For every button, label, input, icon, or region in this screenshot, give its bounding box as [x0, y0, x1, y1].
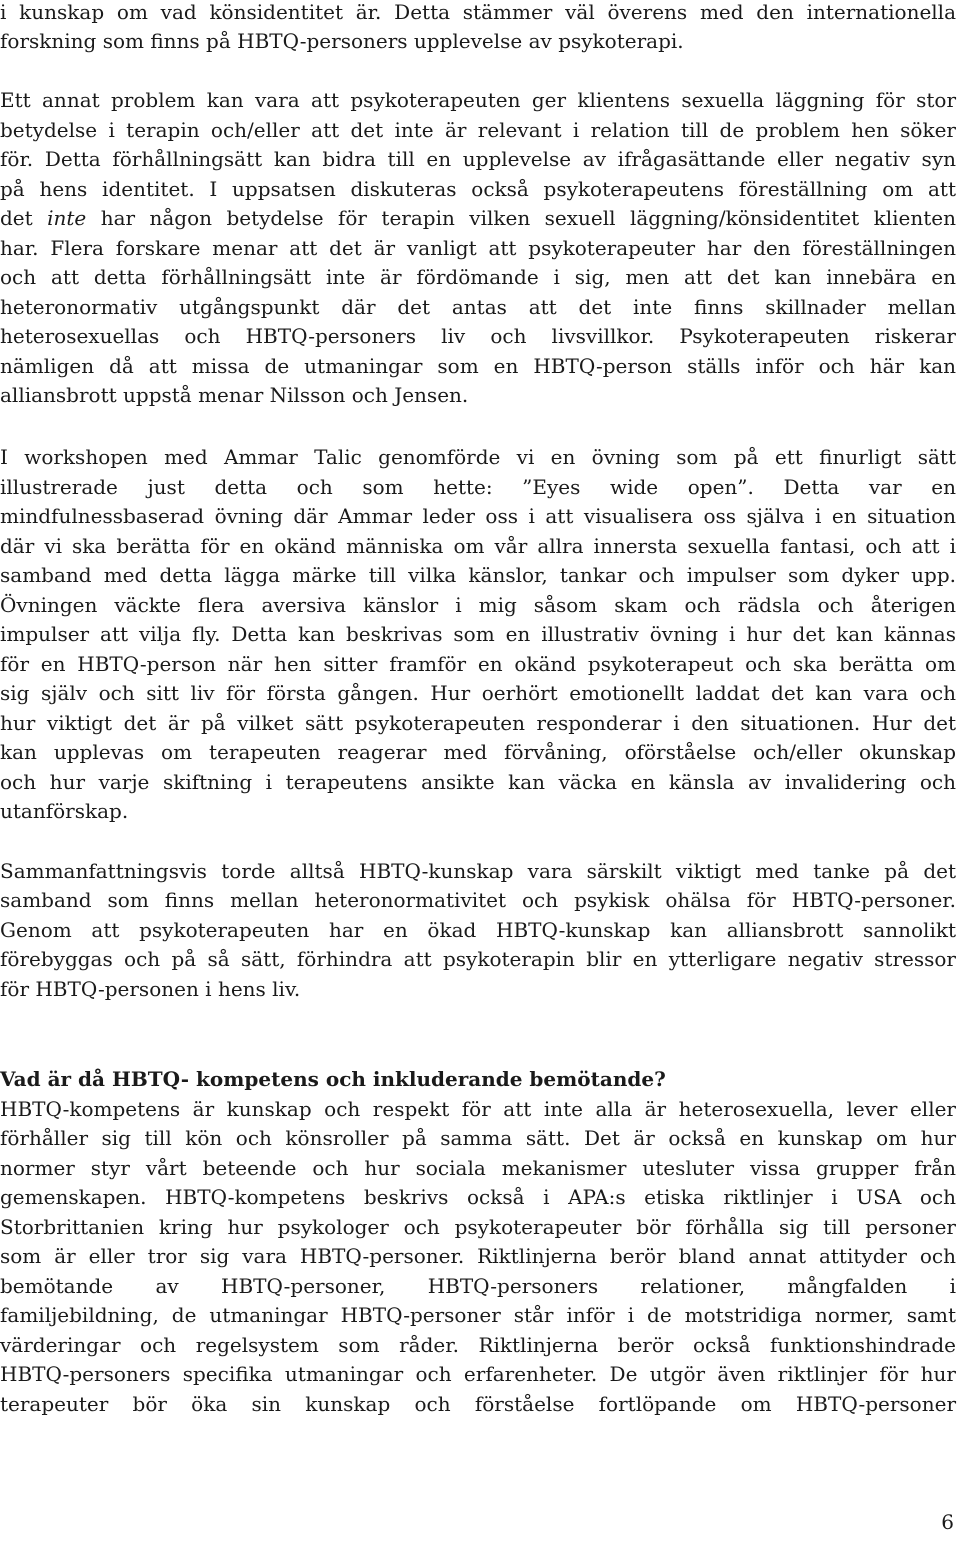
paragraph-line: terapeuter bör öka sin kunskap och förståelse fortlöpande om HBTQ-personer [0, 1392, 956, 1416]
paragraph-line: normer styr vårt beteende och hur sociala mekanismer utesluter vissa grupper från [0, 1156, 956, 1180]
paragraph-line: samband med detta lägga märke till vilka känslor, tankar och impulser som dyker upp. [0, 563, 956, 587]
paragraph-line: för HBTQ-personen i hens liv. [0, 977, 301, 1001]
paragraph-line: kan upplevas om terapeuten reagerar med förvåning, oförståelse och/eller okunskap [0, 740, 956, 764]
paragraph-line: sig själv och sitt liv för första gången. Hur oerhört emotionellt laddat det kan vara och [0, 681, 956, 705]
paragraph-line: där vi ska berätta för en okänd människa om vår allra innersta sexuella fantasi, och att i [0, 534, 956, 558]
paragraph-line: samband som finns mellan heteronormativitet och psykisk ohälsa för HBTQ-personer. [0, 888, 956, 912]
paragraph-line: Sammanfattningsvis torde alltså HBTQ-kunskap vara särskilt viktigt med tanke på det [0, 859, 956, 883]
paragraph-line: HBTQ-personers specifika utmaningar och erfarenheter. De utgör även riktlinjer för hur [0, 1362, 956, 1386]
paragraph-line: heterosexuellas och HBTQ-personers liv och livsvillkor. Psykoterapeuten riskerar [0, 324, 956, 348]
paragraph-line: heteronormativ utgångspunkt där det antas att det inte finns skillnader mellan [0, 295, 956, 319]
paragraph-line: gemenskapen. HBTQ-kompetens beskrivs också i APA:s etiska riktlinjer i USA och [0, 1185, 956, 1209]
paragraph-line: alliansbrott uppstå menar Nilsson och Jensen. [0, 383, 469, 407]
paragraph-line: mindfulnessbaserad övning där Ammar leder oss i att visualisera oss själva i en situation [0, 504, 956, 528]
paragraph-line: betydelse i terapin och/eller att det inte är relevant i relation till de problem hen söker [0, 118, 956, 142]
paragraph-line-text: det inte har någon betydelse för terapin vilken sexuell läggning/könsidentitet klienten [0, 206, 956, 230]
paragraph-line: för. Detta förhållningsätt kan bidra till en upplevelse av ifrågasättande eller negativ syn [0, 147, 956, 171]
paragraph-line: hur viktigt det är på vilket sätt psykoterapeuten responderar i den situationen. Hur det [0, 711, 956, 735]
paragraph-line [0, 204, 956, 233]
paragraph-line: som är eller tror sig vara HBTQ-personer. Riktlinjerna berör bland annat attityder och [0, 1244, 956, 1268]
page-number: 6 [941, 1510, 954, 1534]
section-heading: Vad är då HBTQ- kompetens och inkluderande bemötande? [0, 1067, 666, 1091]
paragraph-line: familjebildning, de utmaningar HBTQ-personer står inför i de motstridiga normer, samt [0, 1303, 956, 1327]
paragraph-line: impulser att vilja fly. Detta kan beskrivas som en illustrativ övning i hur det kan kännas [0, 622, 956, 646]
paragraph-line: i kunskap om vad könsidentitet är. Detta stämmer väl överens med den internationella [0, 0, 956, 24]
paragraph-line: Ett annat problem kan vara att psykoterapeuten ger klientens sexuella läggning för stor [0, 88, 956, 112]
paragraph-line: förhåller sig till kön och könsroller på samma sätt. Det är också en kunskap om hur [0, 1126, 956, 1150]
paragraph-line: och hur varje skiftning i terapeutens ansikte kan väcka en känsla av invalidering och [0, 770, 956, 794]
paragraph-line: värderingar och regelsystem som råder. Riktlinjerna berör också funktionshindrade [0, 1333, 956, 1357]
paragraph-line: har. Flera forskare menar att det är vanligt att psykoterapeuter har den föreställningen [0, 236, 956, 260]
paragraph-line: nämligen då att missa de utmaningar som en HBTQ-person ställs inför och här kan [0, 354, 956, 378]
paragraph-line: på hens identitet. I uppsatsen diskuteras också psykoterapeutens föreställning om att [0, 177, 956, 201]
paragraph-line: illustrerade just detta och som hette: ”Eyes wide open”. Detta var en [0, 475, 956, 499]
paragraph-line: I workshopen med Ammar Talic genomförde vi en övning som på ett finurligt sätt [0, 445, 956, 469]
paragraph-line: HBTQ-kompetens är kunskap och respekt för att inte alla är heterosexuella, lever eller [0, 1097, 956, 1121]
paragraph-line: utanförskap. [0, 799, 129, 823]
paragraph-line: och att detta förhållningsätt inte är fördömande i sig, men att det kan innebära en [0, 265, 956, 289]
paragraph-line: för en HBTQ-person när hen sitter framför en okänd psykoterapeut och ska berätta om [0, 652, 956, 676]
paragraph-line: Genom att psykoterapeuten har en ökad HBTQ-kunskap kan alliansbrott sannolikt [0, 918, 956, 942]
paragraph-line: Övningen väckte flera aversiva känslor i mig såsom skam och rädsla och återigen [0, 593, 956, 617]
paragraph-line: forskning som finns på HBTQ-personers upplevelse av psykoterapi. [0, 29, 684, 53]
paragraph-line: förebyggas och på så sätt, förhindra att psykoterapin blir en ytterligare negativ stressor [0, 947, 956, 971]
paragraph-line: Storbrittanien kring hur psykologer och psykoterapeuter bör förhålla sig till personer [0, 1215, 956, 1239]
paragraph-line: bemötande av HBTQ-personer, HBTQ-personers relationer, mångfalden i [0, 1274, 956, 1298]
